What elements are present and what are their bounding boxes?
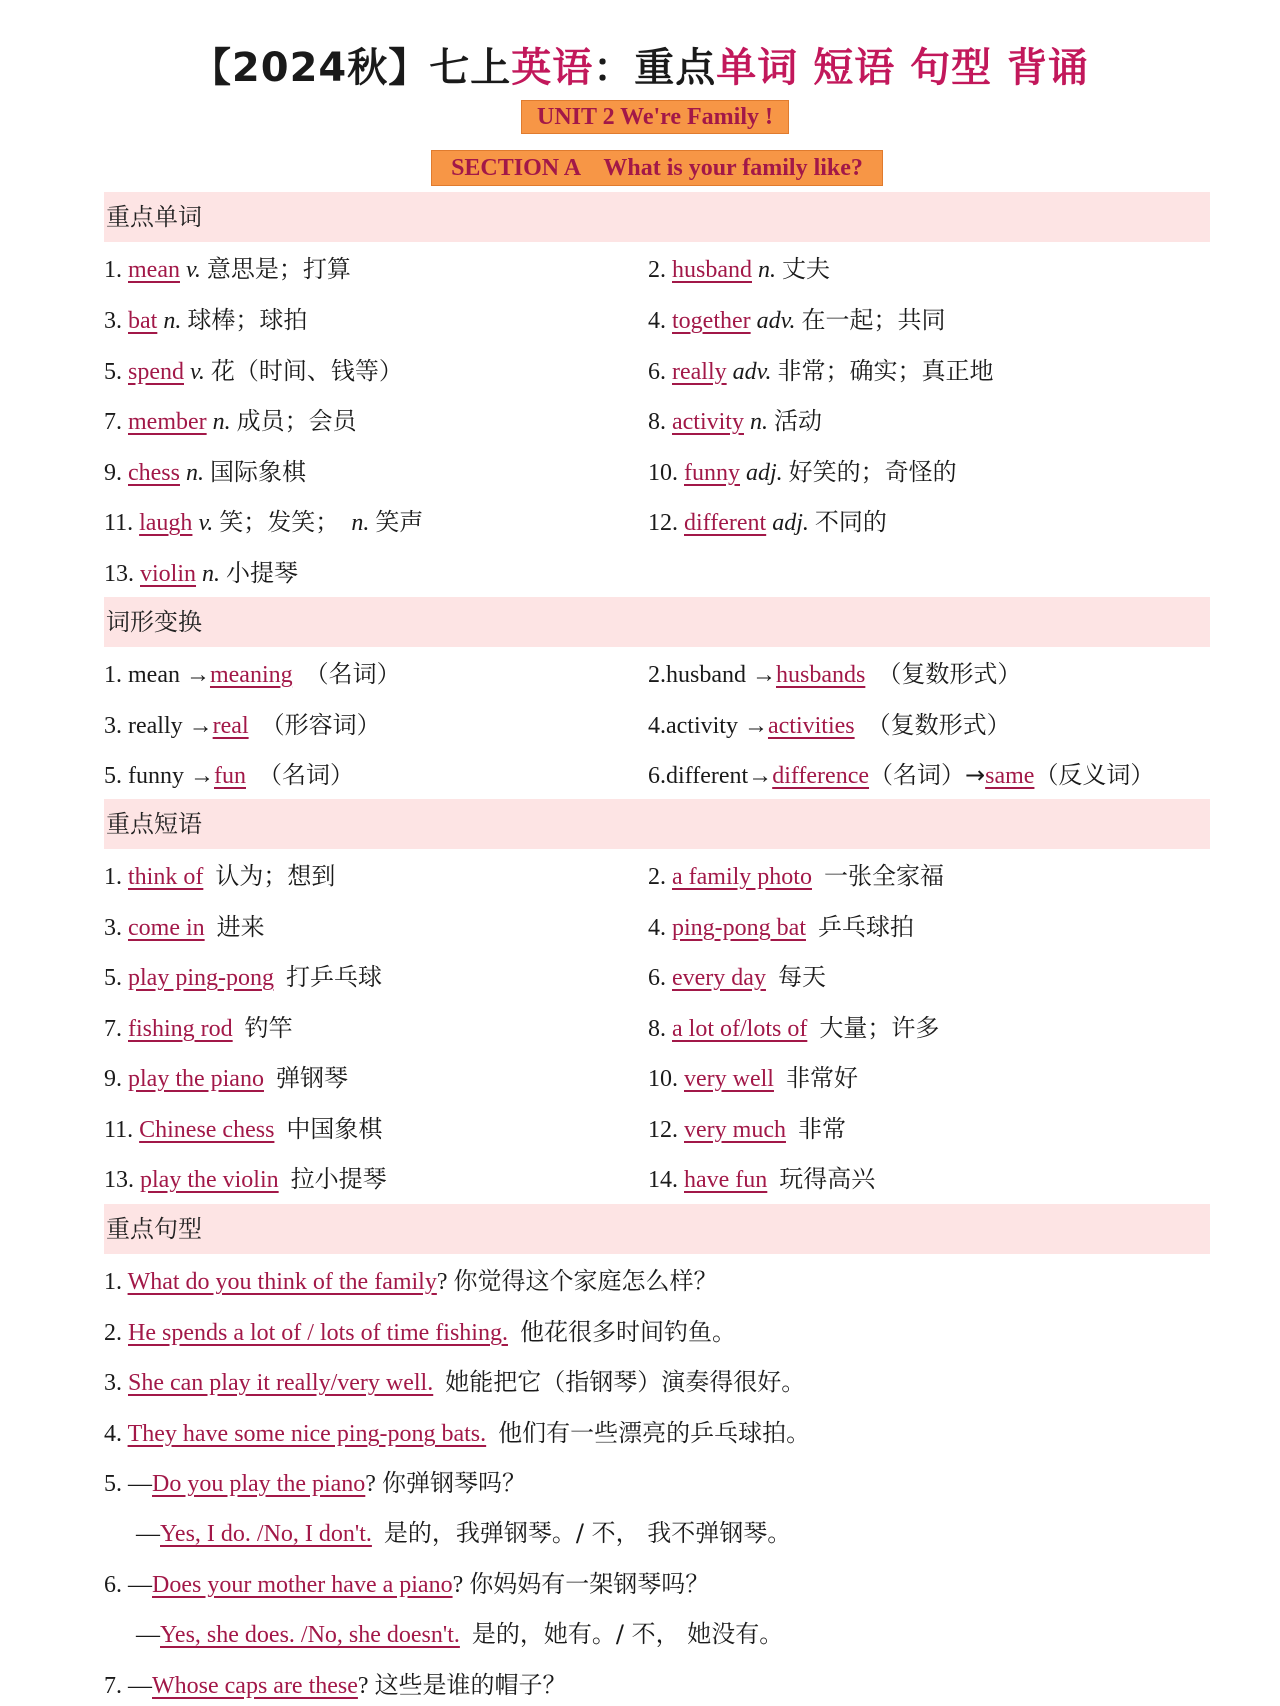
sentence-item: 6. —Does your mother have a piano? 你妈妈有一架钢琴吗？: [104, 1570, 710, 1598]
phrase-item: 12. very much 非常: [648, 1115, 846, 1143]
vocab-item: 5. spend v. 花（时间、钱等）: [104, 357, 403, 385]
sentence-item: 4. They have some nice ping-pong bats. 他们有一些漂亮的乒乓球拍。: [104, 1419, 811, 1447]
page-title: 【2024秋】七上英语：重点单词 短语 句型 背诵: [190, 45, 1090, 91]
form-item: 3. really →real （形容词）: [104, 711, 381, 739]
phrase-item: 8. a lot of/lots of 大量；许多: [648, 1014, 940, 1042]
vocab-item: 10. funny adj. 好笑的；奇怪的: [648, 458, 957, 486]
form-item: 6.different→difference（名词）→same（反义词）: [648, 761, 1155, 789]
form-item: 2.husband →husbands （复数形式）: [648, 660, 1022, 688]
phrase-item: 11. Chinese chess 中国象棋: [104, 1115, 383, 1143]
vocab-item: 6. really adv. 非常；确实；真正地: [648, 357, 994, 385]
phrase-item: 10. very well 非常好: [648, 1064, 858, 1092]
sentence-item: 5. —Do you play the piano? 你弹钢琴吗？: [104, 1469, 526, 1497]
sentences-heading: 重点句型: [104, 1204, 1210, 1254]
phrase-item: 4. ping-pong bat 乒乓球拍: [648, 913, 914, 941]
form-item: 5. funny →fun （名词）: [104, 761, 354, 789]
vocab-item: 1. mean v. 意思是；打算: [104, 255, 351, 283]
phrase-item: 2. a family photo 一张全家福: [648, 862, 944, 890]
phrases-heading: 重点短语: [104, 799, 1210, 849]
phrase-item: 5. play ping-pong 打乒乓球: [104, 963, 382, 991]
form-item: 1. mean →meaning （名词）: [104, 660, 401, 688]
sentence-item: 3. She can play it really/very well. 她能把它（指钢琴）演奏得很好。: [104, 1368, 806, 1396]
vocab-heading: 重点单词: [104, 192, 1210, 242]
phrase-item: 9. play the piano 弹钢琴: [104, 1064, 348, 1092]
vocab-item: 4. together adv. 在一起；共同: [648, 306, 946, 334]
sentence-item: 1. What do you think of the family? 你觉得这个家庭怎么样？: [104, 1267, 718, 1295]
vocab-item: 8. activity n. 活动: [648, 407, 822, 435]
phrase-item: 6. every day 每天: [648, 963, 826, 991]
vocab-item: 12. different adj. 不同的: [648, 508, 887, 536]
sentence-reply: —Yes, she does. /No, she doesn't. 是的，她有。/ 不， 她没有。: [136, 1620, 784, 1648]
phrase-item: 14. have fun 玩得高兴: [648, 1165, 876, 1193]
sentence-item: 2. He spends a lot of / lots of time fishing. 他花很多时间钓鱼。: [104, 1318, 736, 1346]
sentence-reply: —Yes, I do. /No, I don't. 是的，我弹钢琴。/ 不， 我不弹钢琴。: [136, 1519, 792, 1547]
phrase-item: 7. fishing rod 钓竿: [104, 1014, 293, 1042]
unit-label: UNIT 2 We're Family !: [521, 100, 789, 134]
form-item: 4.activity →activities （复数形式）: [648, 711, 1011, 739]
phrase-item: 3. come in 进来: [104, 913, 265, 941]
vocab-item: 13. violin n. 小提琴: [104, 559, 299, 587]
vocab-item: 7. member n. 成员；会员: [104, 407, 357, 435]
phrase-item: 13. play the violin 拉小提琴: [104, 1165, 387, 1193]
section-label: SECTION A What is your family like?: [431, 150, 883, 186]
vocab-item: 9. chess n. 国际象棋: [104, 458, 306, 486]
vocab-item: 11. laugh v. 笑；发笑； n. 笑声: [104, 508, 424, 536]
vocab-item: 3. bat n. 球棒；球拍: [104, 306, 308, 334]
forms-heading: 词形变换: [104, 597, 1210, 647]
vocab-item: 2. husband n. 丈夫: [648, 255, 830, 283]
phrase-item: 1. think of 认为；想到: [104, 862, 336, 890]
sentence-item: 7. —Whose caps are these? 这些是谁的帽子？: [104, 1671, 567, 1699]
